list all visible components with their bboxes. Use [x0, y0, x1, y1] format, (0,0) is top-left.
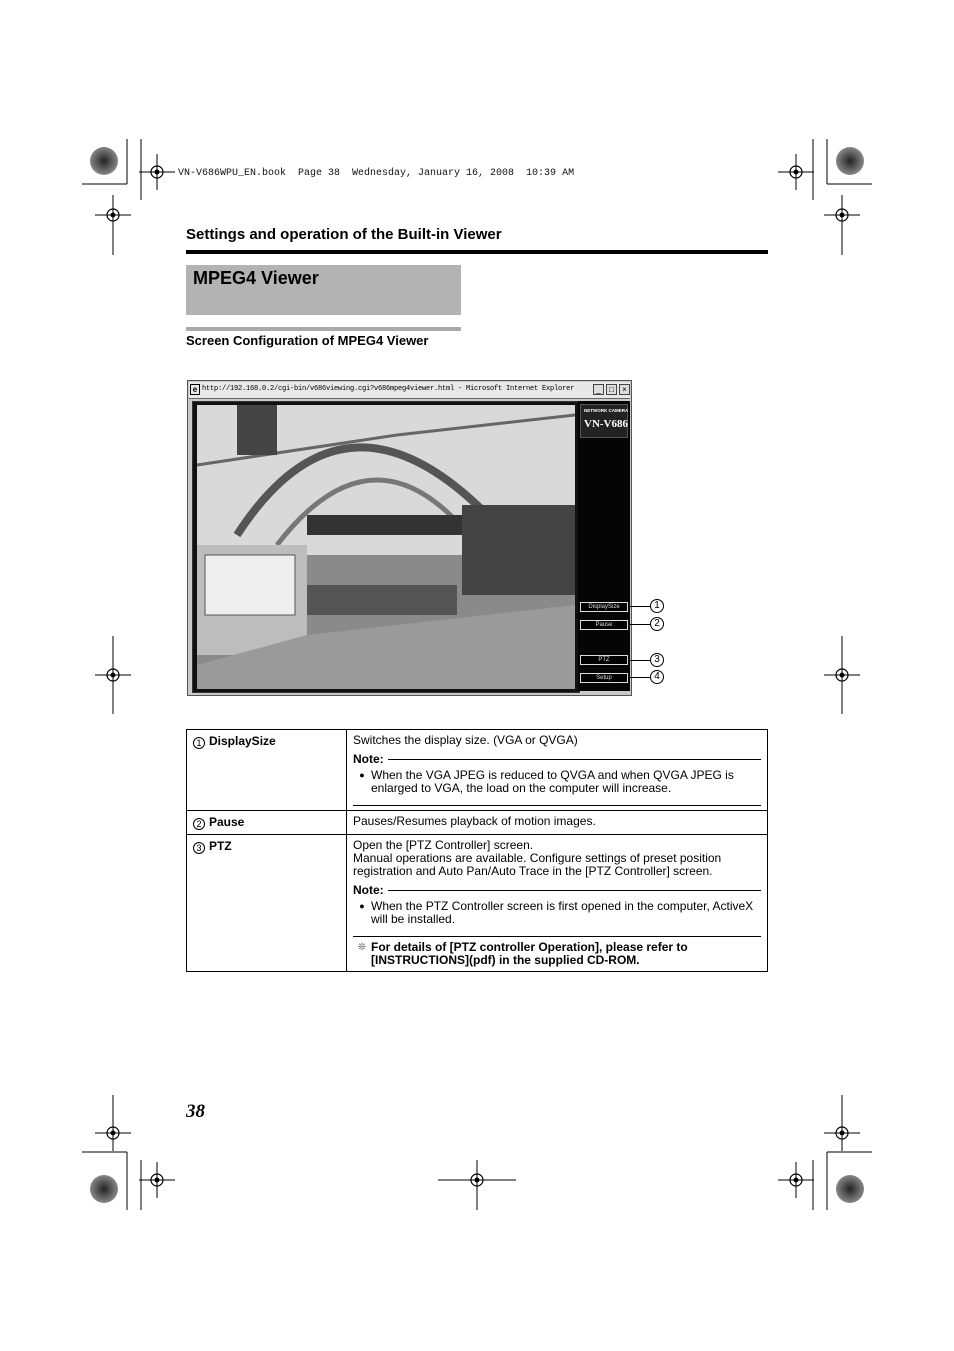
- camera-video-viewport: [192, 401, 580, 693]
- note-heading: Note:: [353, 753, 761, 766]
- description-table: [186, 729, 768, 972]
- reference-note: ❊ For details of [PTZ controller Operation], please refer to [INSTRUCTIONS](pdf) in the supplied CD-ROM.: [353, 941, 761, 967]
- page-title-box: [186, 265, 461, 315]
- ie-icon: e: [190, 384, 200, 395]
- section-title: Settings and operation of the Built-in Viewer: [186, 226, 502, 243]
- row-text: Manual operations are available. Configure settings of preset position registration and Auto Pan/Auto Trace in the [PTZ Controller] screen.: [353, 851, 722, 878]
- row-name: Pause: [209, 815, 245, 829]
- row-value: [347, 811, 768, 835]
- row-text: Switches the display size. (VGA or QVGA): [353, 733, 578, 747]
- logo-model: VN-V686: [584, 418, 628, 430]
- row-value: [347, 835, 768, 972]
- row-key: [187, 835, 347, 972]
- note-heading: Note:: [353, 884, 761, 897]
- maximize-button[interactable]: □: [606, 384, 617, 395]
- callout-3: 3: [650, 653, 664, 667]
- logo-network-camera: NETWORK CAMERA: [584, 408, 629, 413]
- page-number: 38: [186, 1101, 205, 1122]
- printer-slug-line: VN-V686WPU_EN.book Page 38 Wednesday, January 16, 2008 10:39 AM: [178, 168, 575, 179]
- callout-line-3: [628, 660, 650, 661]
- setup-button[interactable]: Setup: [580, 673, 628, 683]
- viewer-side-panel: [578, 401, 630, 691]
- row-name: DisplaySize: [209, 734, 276, 748]
- reference-icon: ❊: [357, 942, 367, 953]
- vn-v686-logo: [580, 404, 628, 438]
- row-key: [187, 730, 347, 811]
- row-text: Pauses/Resumes playback of motion images.: [353, 814, 596, 828]
- browser-title: http://192.168.0.2/cgi-bin/v686viewing.cgi?v686mpeg4viewer.html - Microsoft Internet Explorer: [202, 385, 575, 393]
- row-text: Open the [PTZ Controller] screen.: [353, 838, 534, 852]
- row-number: 1: [193, 737, 205, 749]
- table-row: [187, 730, 768, 811]
- callout-4: 4: [650, 670, 664, 684]
- page-title: MPEG4 Viewer: [193, 268, 319, 288]
- table-row: [187, 811, 768, 835]
- callout-2: 2: [650, 617, 664, 631]
- browser-title-bar: [189, 382, 630, 399]
- displaysize-button[interactable]: DisplaySize: [580, 602, 628, 612]
- browser-window-screenshot: [187, 380, 632, 696]
- camera-image: [197, 405, 575, 689]
- row-number: 2: [193, 818, 205, 830]
- subtitle: Screen Configuration of MPEG4 Viewer: [186, 333, 429, 348]
- row-number: 3: [193, 842, 205, 854]
- note-end-rule: [353, 805, 761, 806]
- note-bullet: ● When the VGA JPEG is reduced to QVGA and when QVGA JPEG is enlarged to VGA, the load on the computer will increase.: [359, 768, 734, 795]
- subtitle-rule: [186, 327, 461, 331]
- minimize-button[interactable]: _: [593, 384, 604, 395]
- bottom-left-crop-mark: [82, 1095, 175, 1210]
- section-rule: [186, 250, 768, 254]
- note-end-rule: [353, 936, 761, 937]
- top-right-crop-mark: [778, 139, 872, 255]
- table-row: [187, 835, 768, 972]
- row-name: PTZ: [209, 839, 232, 853]
- pause-button[interactable]: Pause: [580, 620, 628, 630]
- note-bullet: ● When the PTZ Controller screen is first opened in the computer, ActiveX will be installed.: [359, 899, 754, 926]
- row-key: [187, 811, 347, 835]
- callout-line-2: [628, 624, 650, 625]
- callout-line-1: [628, 606, 650, 607]
- ptz-button[interactable]: PTZ: [580, 655, 628, 665]
- top-left-crop-mark: [82, 139, 175, 255]
- close-button[interactable]: ×: [619, 384, 630, 395]
- callout-1: 1: [650, 599, 664, 613]
- callout-line-4: [628, 677, 650, 678]
- row-value: [347, 730, 768, 811]
- bottom-right-crop-mark: [778, 1095, 872, 1210]
